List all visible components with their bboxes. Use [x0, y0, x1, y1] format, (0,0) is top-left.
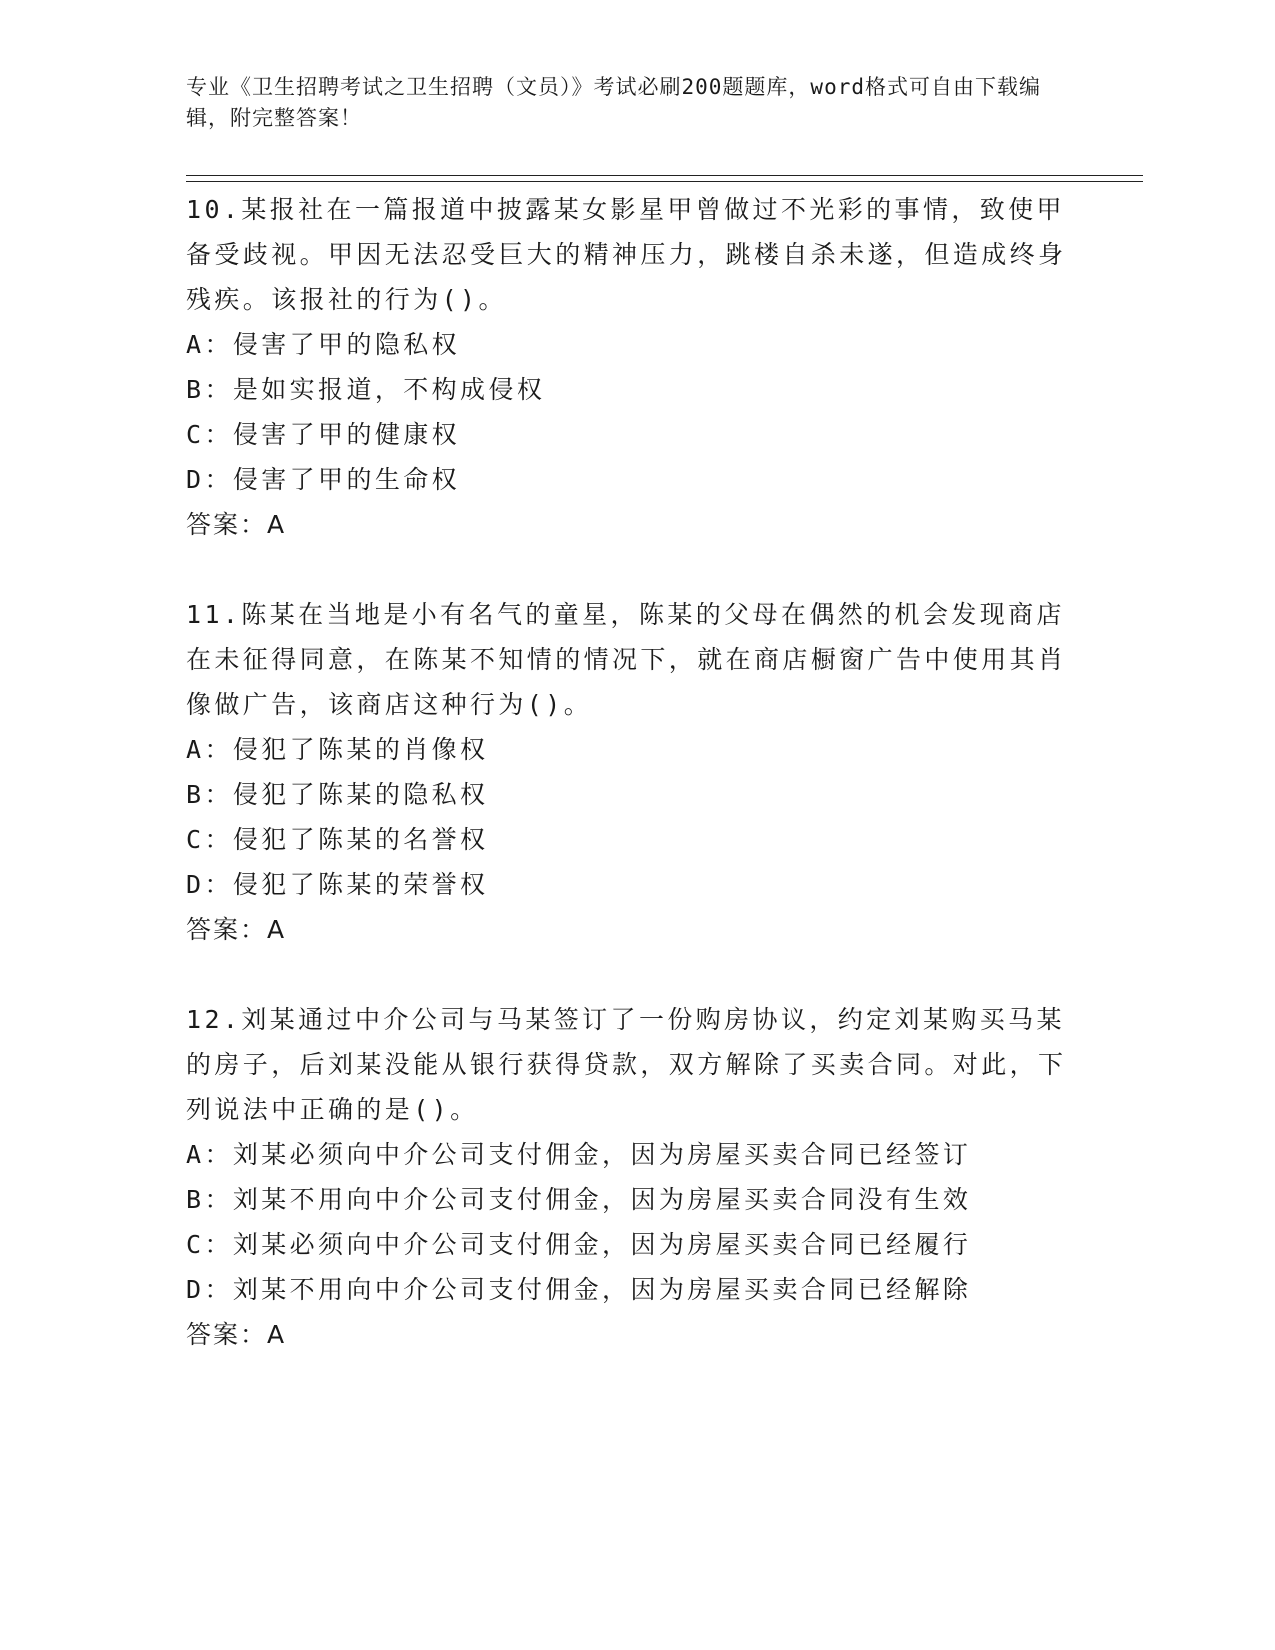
- question-list: [186, 187, 1086, 1357]
- question-11: [186, 592, 1086, 952]
- question-10: [186, 187, 1086, 547]
- option-c: C：侵害了甲的健康权: [186, 420, 461, 449]
- header-divider: [186, 175, 1143, 182]
- option-b: B：是如实报道，不构成侵权: [186, 375, 546, 404]
- option-c: C：刘某必须向中介公司支付佣金，因为房屋买卖合同已经履行: [186, 1230, 972, 1259]
- option-a: A：刘某必须向中介公司支付佣金，因为房屋买卖合同已经签订: [186, 1140, 972, 1169]
- question-12: [186, 997, 1086, 1357]
- option-d: D：刘某不用向中介公司支付佣金，因为房屋买卖合同已经解除: [186, 1275, 972, 1304]
- question-stem: 10.某报社在一篇报道中披露某女影星甲曾做过不光彩的事情，致使甲备受歧视。甲因无法忍受巨大的精神压力，跳楼自杀未遂，但造成终身残疾。该报社的行为()。: [186, 195, 1067, 314]
- option-d: D：侵害了甲的生命权: [186, 465, 461, 494]
- option-b: B：刘某不用向中介公司支付佣金，因为房屋买卖合同没有生效: [186, 1185, 972, 1214]
- option-a: A：侵犯了陈某的肖像权: [186, 735, 489, 764]
- document-header: 专业《卫生招聘考试之卫生招聘（文员）》考试必刷200题题库，word格式可自由下载编辑，附完整答案！: [186, 75, 1041, 130]
- option-c: C：侵犯了陈某的名誉权: [186, 825, 489, 854]
- question-stem: 11.陈某在当地是小有名气的童星，陈某的父母在偶然的机会发现商店在未征得同意，在陈某不知情的情况下，就在商店橱窗广告中使用其肖像做广告，该商店这种行为()。: [186, 600, 1067, 719]
- question-stem: 12.刘某通过中介公司与马某签订了一份购房协议，约定刘某购买马某的房子，后刘某没能从银行获得贷款，双方解除了买卖合同。对此，下列说法中正确的是()。: [186, 1005, 1067, 1124]
- answer-line: 答案：A: [186, 1320, 287, 1349]
- option-a: A：侵害了甲的隐私权: [186, 330, 461, 359]
- answer-line: 答案：A: [186, 915, 287, 944]
- option-d: D：侵犯了陈某的荣誉权: [186, 870, 489, 899]
- option-b: B：侵犯了陈某的隐私权: [186, 780, 489, 809]
- answer-line: 答案：A: [186, 510, 287, 539]
